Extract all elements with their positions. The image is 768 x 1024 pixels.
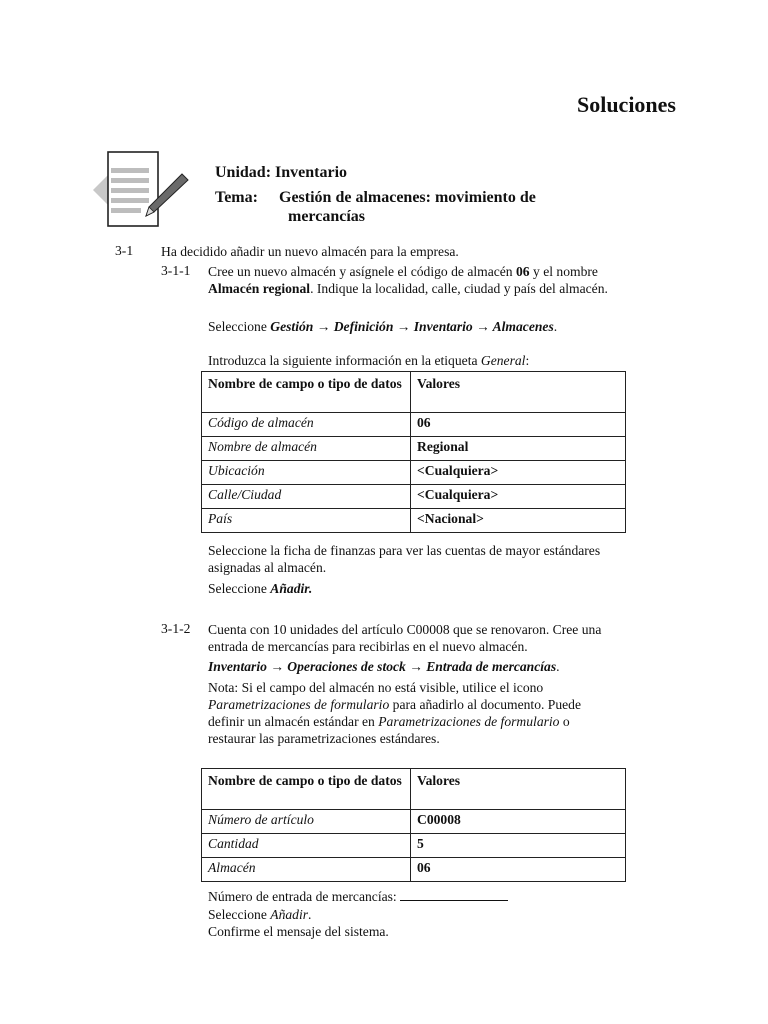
receipt-number-label: Número de entrada de mercancías:	[208, 889, 401, 904]
text-run: .	[553, 319, 558, 334]
receipt-number-line	[208, 888, 508, 905]
text-run: y el nombre	[529, 264, 598, 279]
field-name: Calle/Ciudad	[202, 485, 411, 509]
table1-intro	[208, 352, 529, 369]
confirm-instruction: Confirme el mensaje del sistema.	[208, 924, 389, 939]
field-value: 06	[411, 858, 626, 882]
section-3-1-1-paragraph	[208, 263, 608, 297]
table-row	[202, 437, 626, 461]
header-value: Valores	[411, 372, 626, 413]
text-run: :	[525, 353, 530, 368]
add-instruction	[208, 580, 312, 597]
menu-path: Inventario → Operaciones de stock → Entrada de mercancías	[208, 659, 557, 674]
warehouse-name: Almacén regional	[208, 281, 311, 296]
finance-instruction	[208, 542, 600, 576]
add-label: Añadir.	[270, 581, 313, 596]
section-number-3-1: 3-1	[115, 243, 134, 258]
receipt-number-blank	[400, 888, 508, 901]
add-label: Añadir	[270, 907, 309, 922]
table-row	[202, 413, 626, 437]
field-name: País	[202, 509, 411, 533]
field-value: <Cualquiera>	[411, 461, 626, 485]
section-number-3-1-1: 3-1-1	[161, 263, 191, 278]
topic-heading	[215, 188, 536, 226]
text-line: Cuenta con 10 unidades del artículo C00008 que se renovaron. Cree una	[208, 622, 602, 637]
field-name: Almacén	[202, 858, 411, 882]
table-row	[202, 509, 626, 533]
field-name: Número de artículo	[202, 810, 411, 834]
table-row	[202, 461, 626, 485]
table-row	[202, 485, 626, 509]
text-run: Seleccione	[208, 581, 271, 596]
section-number-3-1-2: 3-1-2	[161, 621, 191, 636]
text-run: . Indique la localidad, calle, ciudad y país del almacén.	[310, 281, 608, 296]
text-run: definir un almacén estándar en	[208, 714, 379, 729]
tab-name: General	[480, 353, 526, 368]
text-run: Seleccione	[208, 319, 271, 334]
text-line: asignadas al almacén.	[208, 560, 327, 575]
text-line: entrada de mercancías para recibirlas en el nuevo almacén.	[208, 639, 528, 654]
table-row	[202, 810, 626, 834]
text-run: .	[556, 659, 560, 674]
topic-label: Tema:	[215, 189, 258, 206]
table-row	[202, 834, 626, 858]
table-header-row	[202, 372, 626, 413]
text-run: .	[308, 907, 312, 922]
header-field: Nombre de campo o tipo de datos	[202, 769, 411, 810]
topic-line1: Gestión de almacenes: movimiento de	[279, 189, 536, 206]
add-instruction-2	[208, 906, 311, 923]
field-name: Nombre de almacén	[202, 437, 411, 461]
document-pencil-icon	[88, 150, 198, 230]
field-name: Ubicación	[202, 461, 411, 485]
field-value: C00008	[411, 810, 626, 834]
table-row	[202, 858, 626, 882]
field-name: Código de almacén	[202, 413, 411, 437]
field-name: Cantidad	[202, 834, 411, 858]
text-run: Seleccione	[208, 907, 271, 922]
header-field: Nombre de campo o tipo de datos	[202, 372, 411, 413]
field-value: <Nacional>	[411, 509, 626, 533]
text-run: Cree un nuevo almacén y asígnele el código de almacén	[208, 264, 516, 279]
text-run: o	[559, 714, 570, 729]
unit-heading: Unidad: Inventario	[215, 164, 348, 181]
warehouse-code: 06	[516, 264, 530, 279]
note-paragraph	[208, 679, 581, 747]
form-settings-ref: Parametrizaciones de formulario	[378, 714, 560, 729]
warehouse-fields-table	[201, 371, 626, 533]
text-run: para añadirlo al documento. Puede	[389, 697, 582, 712]
topic-line2: mercancías	[288, 208, 366, 225]
text-line: Seleccione la ficha de finanzas para ver las cuentas de mayor estándares	[208, 543, 601, 558]
goods-receipt-table	[201, 768, 626, 882]
text-run: Introduzca la siguiente información en la etiqueta	[208, 353, 481, 368]
menu-path: Gestión → Definición → Inventario → Almacenes	[270, 319, 554, 334]
table-header-row	[202, 769, 626, 810]
field-value: 5	[411, 834, 626, 858]
section-3-1-2-paragraph	[208, 621, 601, 655]
page-title: Soluciones	[576, 92, 676, 117]
text-line: restaurar las parametrizaciones estándares.	[208, 731, 440, 746]
field-value: <Cualquiera>	[411, 485, 626, 509]
form-settings-ref: Parametrizaciones de formulario	[208, 697, 390, 712]
header-value: Valores	[411, 769, 626, 810]
field-value: Regional	[411, 437, 626, 461]
field-value: 06	[411, 413, 626, 437]
section-3-1-text: Ha decidido añadir un nuevo almacén para la empresa.	[161, 244, 459, 259]
menu-path-instruction	[208, 318, 557, 335]
goods-receipt-path	[208, 658, 560, 675]
text-line: Nota: Si el campo del almacén no está visible, utilice el icono	[208, 680, 544, 695]
